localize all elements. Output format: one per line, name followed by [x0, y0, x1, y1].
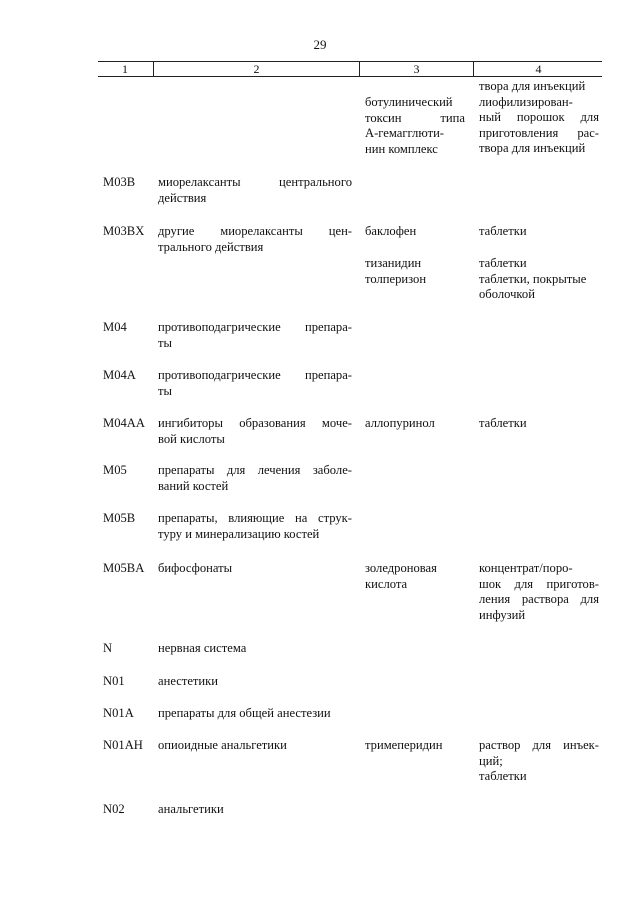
cell-line: анестетики [158, 674, 219, 688]
cell-line: таблетки [479, 416, 527, 430]
cell-line: лиофилизирован- [479, 94, 573, 109]
table-row-code: N01A [103, 706, 134, 720]
cell-line: ваний костей [158, 478, 229, 493]
column-header-4: 4 [473, 62, 603, 76]
table-row-code: N01 [103, 674, 125, 688]
table-row-code: N [103, 641, 113, 655]
cell-line: приготовления рас- [479, 125, 599, 140]
cell-line: действия [158, 190, 207, 205]
table-row-drug [365, 738, 465, 754]
column-header-2: 2 [153, 62, 359, 76]
table-row-name [158, 706, 352, 722]
table-row-name [158, 802, 352, 818]
table-row-form [479, 224, 599, 240]
table-row-name [158, 368, 352, 399]
cell-line: кислота [365, 576, 408, 591]
cell-line: тримеперидин [365, 738, 443, 752]
cell-line: таблетки [479, 769, 527, 783]
cell-line: тизанидин [365, 256, 422, 270]
cell-line: миорелаксанты центрального [158, 175, 352, 189]
table-row-name [158, 641, 352, 657]
cell-line: таблетки [479, 256, 527, 270]
cell-line: концентрат/поро- [479, 561, 573, 575]
table-row-name [158, 175, 352, 206]
cell-line: твора для инъекций [479, 141, 586, 155]
cell-line: бифосфонаты [158, 561, 233, 575]
cell-line: противоподагрические препара- [158, 320, 352, 334]
cell-line: препараты для общей анестезии [158, 706, 331, 720]
table-row-name [158, 224, 352, 255]
cell-line: ты [158, 383, 172, 398]
cell-line: препараты, влияющие на струк- [158, 511, 352, 525]
table-row-form [479, 416, 599, 432]
continuation-form-cell [479, 79, 599, 157]
cell-line: другие миорелаксанты цен- [158, 224, 352, 238]
cell-line: ингибиторы образования моче- [158, 416, 352, 430]
table-row-code: M05BA [103, 561, 145, 575]
cell-line: ты [158, 335, 172, 350]
table-row-drug [365, 561, 465, 592]
table-row-code: N02 [103, 802, 125, 816]
cell-line: ный порошок для [479, 110, 599, 124]
cell-line: противоподагрические препара- [158, 368, 352, 382]
cell-line: таблетки, покрытые [479, 271, 587, 286]
table-row-code: M05B [103, 511, 136, 525]
column-header-1: 1 [122, 62, 128, 76]
table-row-name [158, 416, 352, 447]
table-row-name [158, 738, 352, 754]
cell-line: аллопуринол [365, 416, 435, 430]
table-row-code: M04 [103, 320, 127, 334]
cell-line: трального действия [158, 239, 264, 254]
table-row-code: N01AH [103, 738, 143, 752]
table-row-name [158, 511, 352, 542]
cell-line: золедроновая [365, 561, 437, 575]
column-header-3: 3 [359, 62, 473, 76]
table-row-form [479, 738, 599, 785]
table-row-name [158, 561, 352, 577]
cell-line: опиоидные анальгетики [158, 738, 287, 752]
table-row-code: M04AA [103, 416, 145, 430]
table-row-form [479, 561, 599, 623]
table-row-code: M04A [103, 368, 136, 382]
cell-line: А-гемагглюти- [365, 126, 445, 140]
cell-line: оболочкой [479, 287, 535, 301]
cell-line: таблетки [479, 224, 527, 238]
cell-line: вой кислоты [158, 431, 225, 446]
table-row-form [479, 256, 599, 303]
cell-line: инфузий [479, 607, 526, 622]
table-row-name [158, 674, 352, 690]
cell-line: баклофен [365, 224, 417, 238]
page-number: 29 [313, 37, 327, 52]
cell-line: нин комплекс [365, 141, 438, 156]
table-row-code: M03B [103, 175, 136, 189]
cell-line: препараты для лечения заболе- [158, 463, 352, 477]
table-row-drug [365, 224, 465, 240]
cell-line: нервная система [158, 641, 247, 655]
cell-line: толперизон [365, 271, 427, 286]
table-row-name [158, 463, 352, 494]
table-row-code: M03BX [103, 224, 145, 238]
table-header-row [98, 61, 602, 77]
cell-line: туру и минерализацию костей [158, 526, 320, 541]
continuation-drug-cell [365, 95, 465, 157]
table-row-code: M05 [103, 463, 127, 477]
cell-line: токсин типа [365, 110, 465, 125]
cell-line: ций; [479, 753, 503, 768]
cell-line: ления раствора для [479, 592, 599, 606]
cell-line: шок для приготов- [479, 576, 599, 591]
cell-line: раствор для инъек- [479, 738, 599, 752]
cell-line: ботулинический [365, 95, 453, 109]
table-row-name [158, 320, 352, 351]
table-row-drug [365, 256, 465, 287]
cell-line: анальгетики [158, 802, 224, 816]
table-row-drug [365, 416, 465, 432]
cell-line: твора для инъекций [479, 79, 586, 93]
